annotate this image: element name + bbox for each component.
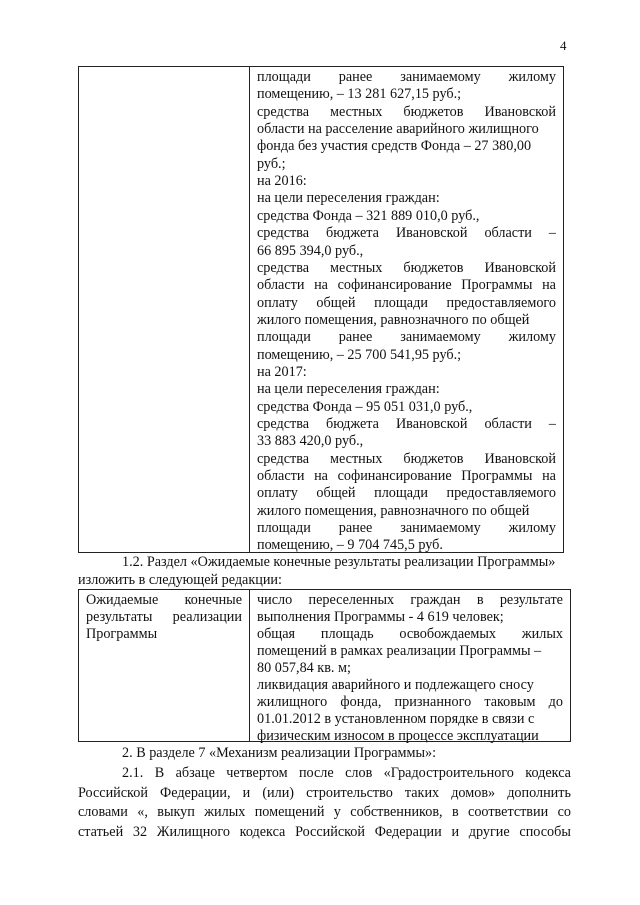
financing-text-word: области [484,416,532,432]
financing-text-line [257,155,556,174]
financing-text-word: на [314,468,328,485]
financing-text-word: ранее [338,69,373,85]
financing-text-word: области на расселение аварийного жилищного [257,121,539,138]
financing-text-line [257,85,556,104]
financing-text-word: средства [257,225,310,242]
financing-text-line [257,363,556,382]
para-2-1-word: домов» [451,784,496,801]
financing-text-line [257,519,556,538]
financing-text-line [257,276,556,295]
financing-text-word: на цели переселения граждан: [257,381,440,398]
financing-text-line [257,484,556,503]
results-text-word: результате [499,592,563,608]
financing-text-word: Ивановской [484,259,556,276]
results-text-word: до [548,694,563,710]
financing-text-word: местных [330,450,383,467]
para-2-1-word: со [557,804,571,821]
para-2-1-word: помещений [254,804,325,821]
financing-text-word: Программы [461,468,533,485]
financing-text-line [257,311,556,330]
financing-text-word: площади [257,329,311,346]
financing-text-word: на [542,277,556,294]
para-2-1-word: словами [78,804,128,821]
results-table-left-cell [79,590,250,741]
results-label-word: Программы [86,626,158,642]
financing-text-word: общей [316,294,356,311]
para-2-1-word: 2.1. [122,765,144,781]
financing-text-word: местных [330,103,383,120]
para-2-1-word: 32 [132,823,148,840]
financing-text-word: на 2016: [257,173,307,190]
financing-text-word: средства Фонда – 321 889 010,0 руб., [257,207,480,224]
financing-text-line [257,137,556,156]
results-text-word: признанного [394,694,472,710]
financing-text-line [257,502,556,521]
para-2-1-word: таких [404,784,440,801]
financing-text-word: на цели переселения граждан: [257,190,440,207]
financing-text-word: бюджета [326,225,379,242]
para-2-1-word: Российской [295,823,365,840]
financing-text-word: жилого помещения, равнозначного по общей [257,502,530,519]
financing-text-word: на 2017: [257,363,307,380]
financing-text-line [257,172,556,191]
results-table [78,589,571,742]
financing-text-word: средства [257,450,310,467]
financing-text-word: общей [316,485,356,502]
para-2-1-word: в [451,804,459,821]
financing-text-line [257,189,556,208]
financing-text-word: области [257,468,305,485]
results-text-word: помещений в рамках реализации Программы – [257,643,542,659]
financing-text-word: – [548,225,556,242]
results-text-word: физическим износом в процессе эксплуатации [257,728,539,744]
financing-text-line [257,432,556,451]
financing-text-line [257,103,556,122]
financing-table-left-cell [79,67,250,552]
results-label-line [86,625,242,644]
financing-text-word: помещению, – 25 700 541,95 руб.; [257,346,462,363]
financing-text-word: – [548,416,556,432]
page-number: 4 [560,38,567,53]
financing-text-word: Программы [461,277,533,294]
financing-text-word: площади [374,485,428,502]
financing-text-word: предоставляемого [446,485,556,502]
financing-text-word: Ивановской [395,416,468,432]
results-text-word: число [257,592,293,608]
para-2-1-word: строительство [306,784,393,801]
financing-text-word: бюджета [326,416,379,432]
financing-text-word: площади [374,294,428,311]
para-2-1-line [78,823,571,842]
financing-text-word: Ивановской [484,103,556,120]
results-text-word: таковым [484,694,536,710]
para-2-1-line [78,803,571,822]
results-text-word: выполнения Программы - 4 619 человек; [257,609,504,625]
para-2-1-word: кодекса [525,765,571,781]
financing-text-word: оплату [257,485,298,502]
para-2-1-word: абзаце [175,765,215,781]
results-text-word: в [476,592,484,608]
financing-text-word: средства [257,416,310,432]
para-2-1-word: выкуп [157,804,195,821]
financing-text-word: Ивановской [395,225,468,242]
para-2-1-line [122,764,571,783]
financing-text-word: области [257,277,305,294]
results-label-word: Ожидаемые [86,592,159,608]
financing-text-word: помещению, – 13 281 627,15 руб.; [257,86,462,103]
para-2-1-word: способы [519,823,571,840]
para-2-1-word: кодекса [239,823,286,840]
financing-text-word: жилого помещения, равнозначного по общей [257,311,530,328]
financing-text-word: предоставляемого [446,294,556,311]
para-2-1-word: слов [345,765,373,781]
para-2-1-word: соответствии [468,804,549,821]
para-2-heading: 2. В разделе 7 «Механизм реализации Программы»: [122,745,437,761]
financing-text-line [257,380,556,399]
financing-text-word: на [314,277,328,294]
para-2-1-word: после [298,765,334,781]
financing-text-line [257,467,556,486]
para-2-1-word: «Градостроительного [383,765,514,781]
para-1-2-line-1: 1.2. Раздел «Ожидаемые конечные результаты реализации Программы» [122,554,556,570]
financing-text-line [257,294,556,313]
results-text-word: жилых [521,626,563,642]
results-label-word: конечные [184,592,242,608]
para-2-1-word: у [333,804,341,821]
financing-text-line [257,224,556,243]
results-text-word: 80 057,84 кв. м; [257,660,351,676]
financing-text-word: средства [257,259,310,276]
financing-text-word: местных [330,259,383,276]
para-2-1-word: и [242,784,251,801]
financing-text-word: площади [257,520,311,537]
financing-text-word: жилому [508,329,556,346]
para-2-1-word: Российской [78,784,148,801]
financing-text-word: софинансирование [337,277,452,294]
financing-text-word: оплату [257,294,298,311]
para-2-1-word: (или) [262,784,295,801]
financing-text-word: ранее [338,520,373,537]
financing-text-word: занимаемому [400,329,481,346]
results-text-word: жилищного [257,694,328,710]
financing-text-word: занимаемому [400,520,481,537]
results-label-word: результаты [86,609,153,625]
financing-text-word: площади [257,69,311,85]
financing-text-word: 66 895 394,0 руб., [257,242,364,259]
financing-text-line [257,328,556,347]
para-2-1-word: статьей [78,823,124,840]
financing-text-line [257,415,556,434]
financing-text-word: жилому [508,520,556,537]
financing-text-line [257,120,556,139]
results-text-word: граждан [410,592,461,608]
financing-text-word: на [542,468,556,485]
para-2-1-word: дополнить [507,784,571,801]
para-1-2-line-2: изложить в следующей редакции: [78,572,282,588]
results-label-word: реализации [172,609,242,625]
financing-text-word: помещению, – 9 704 745,5 руб. [257,537,443,554]
financing-table-right-cell [250,67,563,552]
para-2-1-word: Федерации, [160,784,231,801]
results-text-word: ликвидация аварийного и подлежащего сносу [257,677,534,693]
financing-text-line [257,398,556,417]
financing-text-word: Ивановской [484,450,556,467]
para-2-1-word: и [451,823,460,840]
financing-text-line [257,450,556,469]
para-2-1-word: жилых [204,804,246,821]
para-2-1-word: четвертом [226,765,288,781]
results-text-word: площадь [320,626,374,642]
financing-table [78,66,564,553]
results-text-word: 01.01.2012 в установленном порядке в связи с [257,711,535,727]
financing-text-line [257,346,556,365]
para-2-1-word: другие [468,823,510,840]
financing-text-word: средства [257,103,310,120]
financing-text-line [257,242,556,261]
para-2-1-word: Федерации [374,823,442,840]
financing-text-word: фонда без участия средств Фонда – 27 380,00 [257,138,532,155]
financing-text-word: бюджетов [403,103,464,120]
para-2-1-word: собственников, [350,804,443,821]
para-2-1-word: В [154,765,165,781]
financing-text-line [257,259,556,278]
para-2-1-word: «, [137,804,148,821]
results-text-word: общая [257,626,296,642]
financing-text-word: средства Фонда – 95 051 031,0 руб., [257,398,473,415]
financing-text-line [257,68,556,87]
financing-text-line [257,207,556,226]
results-table-right-cell [250,590,570,744]
financing-text-word: жилому [508,69,556,85]
results-text-word: фонда, [340,694,382,710]
financing-text-word: области [484,225,532,242]
results-text-word: освобождаемых [399,626,497,642]
financing-text-word: софинансирование [337,468,452,485]
para-2-1-line [78,784,571,803]
financing-text-word: 33 883 420,0 руб., [257,433,364,450]
financing-text-word: руб.; [257,155,286,172]
financing-text-word: бюджетов [403,259,464,276]
financing-text-word: занимаемому [400,69,481,85]
financing-text-word: бюджетов [403,450,464,467]
results-text-word: переселенных [308,592,395,608]
financing-text-word: ранее [338,329,373,346]
para-2-1-word: Жилищного [156,823,230,840]
